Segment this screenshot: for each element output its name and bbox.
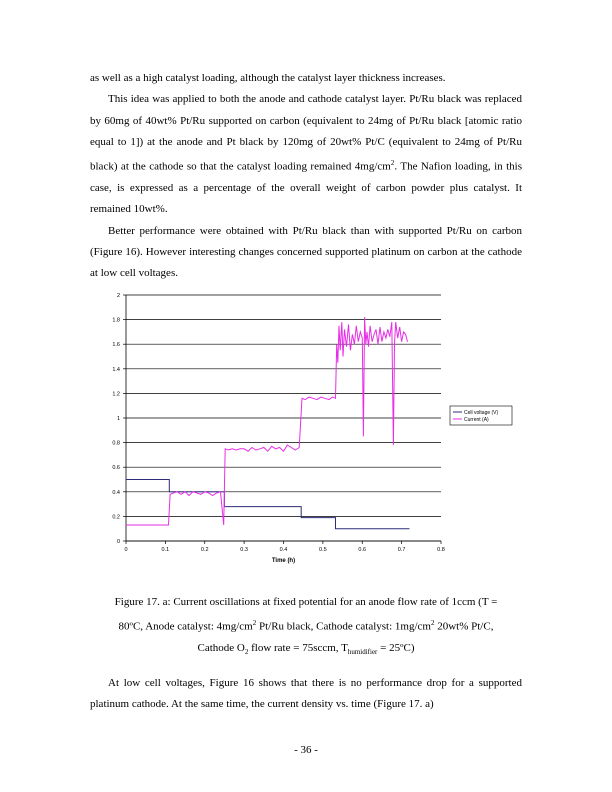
caption-text: = 25ºC) [377,641,415,654]
x-tick-label: 0.1 [161,547,170,553]
x-tick-label: 0 [124,547,128,553]
x-tick-label: 0.2 [200,547,209,553]
x-tick-label: 0.8 [437,547,445,553]
caption-text: flow rate = 75sccm, T [248,641,348,654]
paragraph-1: as well as a high catalyst loading, although the catalyst layer thickness increases. [90,72,446,84]
paragraph-2-text-a: This idea was applied to both the anode and cathode catalyst layer. Pt/Ru black was replaced by 60mg of 40wt% Pt/Ru supported on carbon (equivalent to 24mg of Pt/Ru black [atomic ratio equal to 1]) at the anode and Pt black by 120mg of 20wt% Pt/C (equivalent to 24mg of Pt/Ru black) at the cathode so that the catalyst loading remained 4mg/cm [90,93,522,173]
caption-line-1: Figure 17. a: Current oscillations at fixed potential for an anode flow rate of 1ccm (T = [114,596,498,608]
x-tick-label: 0.5 [319,547,327,553]
x-tick-label: 0.7 [397,547,406,553]
superscript: 2 [390,159,395,168]
body-text-upper [90,68,522,285]
series-line-1 [126,317,408,525]
y-tick-label: 2 [116,293,120,299]
paragraph-2-text-b: . The Nafion loading, in this case, is expressed as a percentage of the overall weight of carbon powder plus catalyst. It remained 10wt%. [90,160,522,216]
y-tick-label: 0.2 [112,514,120,521]
paragraph-2 [90,89,522,220]
y-tick-label: 0.6 [112,465,120,472]
caption-text: Pt/Ru black, Cathode catalyst: 1mg/cm [256,620,431,633]
y-tick-label: 1.6 [112,342,120,349]
caption-sub: humidifier [347,647,378,656]
caption-text: Cathode O [197,641,245,654]
legend-label: Current (A) [464,417,489,423]
x-tick-label: 0.4 [279,547,288,553]
legend-label: Cell voltage (V) [464,410,499,416]
y-tick-label: 0.8 [112,440,120,447]
y-tick-label: 0 [116,539,120,545]
caption-line-3 [85,638,527,663]
chart-series [126,317,410,529]
paragraph-4: At low cell voltages, Figure 16 shows that there is no performance drop for a supported platinum cathode. At the same time, the current density vs. time (Figure 17. a) [90,677,522,710]
x-tick-label: 0.6 [358,547,367,553]
page-number: - 36 - [294,744,318,756]
caption-sup: 2 [252,619,257,627]
caption-line-2 [85,613,527,638]
line-chart [88,287,528,577]
figure-caption [85,592,527,663]
caption-text: 80ºC, Anode catalyst: 4mg/cm [118,620,253,633]
y-tick-label: 0.4 [112,489,120,496]
y-tick-label: 1.2 [112,391,120,398]
y-tick-label: 1 [116,416,120,422]
caption-sub: 2 [244,647,249,656]
caption-sup: 2 [430,619,435,627]
x-tick-label: 0.3 [240,547,248,553]
y-tick-label: 1.8 [112,317,120,324]
paragraph-3: Better performance were obtained with Pt/Ru black than with supported Pt/Ru on carbon (Figure 16). However interesting changes concerned supported platinum on carbon at the cathode at low cell voltages. [90,224,522,280]
caption-text: 20wt% Pt/C, [434,620,494,633]
chart-legend [450,406,512,425]
x-axis-label: Time (h) [271,558,296,564]
y-tick-label: 1.4 [112,366,120,373]
